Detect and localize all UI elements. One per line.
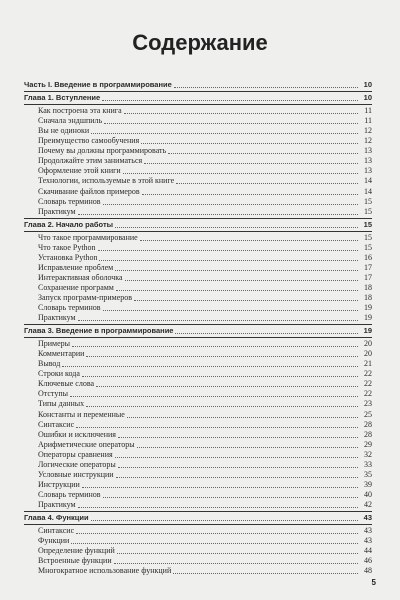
toc-section-row — [24, 293, 372, 303]
toc-section-label: Условные инструкции — [38, 469, 114, 479]
toc-section-page: 18 — [364, 292, 372, 302]
toc-section-row — [24, 470, 372, 480]
toc-chapter-row — [24, 513, 372, 523]
chapter-rule — [24, 91, 372, 92]
toc-section-row — [24, 303, 372, 313]
toc-section-page: 15 — [364, 206, 372, 216]
toc-section-page: 13 — [364, 166, 372, 176]
toc-section-label: Функции — [38, 536, 70, 546]
toc-section-page: 13 — [364, 146, 372, 156]
toc-section-row — [24, 490, 372, 500]
toc-section-row — [24, 536, 372, 546]
toc-section-page: 35 — [364, 469, 372, 479]
toc-section-row — [24, 460, 372, 470]
toc-section-page: 21 — [364, 359, 372, 369]
toc-leader-dots — [71, 542, 358, 544]
toc-section-row — [24, 450, 372, 460]
toc-leader-dots — [115, 269, 358, 271]
toc-section-label: Практикум — [38, 499, 76, 509]
toc-section-page: 33 — [364, 459, 372, 469]
toc-leader-dots — [173, 572, 358, 574]
toc-section-page: 15 — [364, 196, 372, 206]
toc-leader-dots — [134, 299, 358, 301]
toc-section-row — [24, 263, 372, 273]
toc-section-page: 20 — [364, 339, 372, 349]
toc-leader-dots — [102, 99, 358, 101]
toc-section-row — [24, 409, 372, 419]
toc-section-page: 28 — [364, 429, 372, 439]
toc-section-page: 25 — [364, 409, 372, 419]
toc-section-label: Вы не одиноки — [38, 126, 90, 136]
toc-leader-dots — [116, 289, 358, 291]
toc-leader-dots — [78, 506, 358, 508]
toc-section-row — [24, 566, 372, 576]
toc-section-row — [24, 186, 372, 196]
toc-chapter-label: Глава 2. Начало работы — [24, 219, 114, 229]
toc-section-row — [24, 369, 372, 379]
toc-section-label: Ключевые слова — [38, 379, 95, 389]
toc-section-row — [24, 500, 372, 510]
toc-section-label: Комментарии — [38, 349, 85, 359]
toc-section-page: 40 — [364, 489, 372, 499]
toc-section-row — [24, 136, 372, 146]
toc-section-page: 12 — [364, 126, 372, 136]
toc-leader-dots — [78, 213, 358, 215]
chapter-rule — [24, 511, 372, 512]
toc-chapter-row — [24, 220, 372, 230]
page-number: 5 — [371, 578, 376, 587]
toc-leader-dots — [125, 279, 358, 281]
toc-section-label: Многократное использование функций — [38, 566, 172, 576]
toc-leader-dots — [174, 86, 358, 88]
toc-leader-dots — [76, 426, 358, 428]
chapter-rule — [24, 218, 372, 219]
chapter-rule — [24, 231, 372, 232]
toc-leader-dots — [124, 112, 358, 114]
toc-leader-dots — [116, 476, 358, 478]
toc-section-row — [24, 359, 372, 369]
chapter-rule — [24, 104, 372, 105]
toc-chapter-page: 10 — [363, 93, 372, 103]
toc-section-page: 11 — [364, 116, 372, 126]
toc-section-row — [24, 480, 372, 490]
toc-section-page: 14 — [364, 176, 372, 186]
toc-section-label: Оформление этой книги — [38, 166, 121, 176]
toc-leader-dots — [168, 152, 358, 154]
toc-section-label: Технологии, используемые в этой книге — [38, 176, 175, 186]
chapter-rule — [24, 337, 372, 338]
toc-section-row — [24, 106, 372, 116]
toc-section-page: 32 — [364, 449, 372, 459]
toc-section-row — [24, 546, 372, 556]
table-of-contents — [24, 80, 372, 576]
toc-section-row — [24, 313, 372, 323]
toc-leader-dots — [118, 436, 358, 438]
toc-leader-dots — [86, 355, 358, 357]
toc-section-label: Сохранение программ — [38, 282, 114, 292]
toc-chapter-label: Глава 1. Вступление — [24, 93, 101, 103]
toc-chapter-row — [24, 93, 372, 103]
toc-section-row — [24, 207, 372, 217]
toc-section-page: 22 — [364, 379, 372, 389]
toc-leader-dots — [144, 162, 358, 164]
toc-section-label: Преимущество самообучения — [38, 136, 140, 146]
toc-leader-dots — [98, 249, 358, 251]
toc-section-row — [24, 389, 372, 399]
toc-section-page: 17 — [364, 272, 372, 282]
toc-section-label: Отступы — [38, 389, 68, 399]
toc-section-row — [24, 233, 372, 243]
toc-section-row — [24, 379, 372, 389]
toc-section-row — [24, 399, 372, 409]
toc-section-label: Операторы сравнения — [38, 449, 113, 459]
toc-section-label: Логические операторы — [38, 459, 116, 469]
toc-section-row — [24, 156, 372, 166]
toc-section-row — [24, 430, 372, 440]
toc-leader-dots — [123, 172, 358, 174]
toc-section-label: Установка Python — [38, 252, 98, 262]
toc-leader-dots — [118, 466, 358, 468]
toc-section-row — [24, 166, 372, 176]
toc-section-page: 11 — [364, 106, 372, 116]
toc-leader-dots — [117, 552, 358, 554]
toc-section-label: Скачивание файлов примеров — [38, 186, 140, 196]
toc-leader-dots — [62, 365, 358, 367]
toc-leader-dots — [115, 456, 358, 458]
toc-section-page: 46 — [364, 556, 372, 566]
toc-section-page: 42 — [364, 499, 372, 509]
toc-section-row — [24, 556, 372, 566]
toc-section-page: 19 — [364, 313, 372, 323]
toc-part-row — [24, 80, 372, 90]
toc-chapter-row — [24, 326, 372, 336]
toc-leader-dots — [72, 345, 358, 347]
toc-section-page: 29 — [364, 439, 372, 449]
toc-part-page: 10 — [363, 80, 372, 90]
toc-leader-dots — [141, 142, 358, 144]
toc-chapter-page: 19 — [363, 326, 372, 336]
toc-section-page: 44 — [364, 546, 372, 556]
toc-leader-dots — [137, 446, 358, 448]
toc-section-row — [24, 339, 372, 349]
toc-leader-dots — [114, 562, 358, 564]
toc-section-page: 39 — [364, 479, 372, 489]
toc-leader-dots — [82, 375, 358, 377]
toc-leader-dots — [86, 405, 358, 407]
toc-section-label: Строки кода — [38, 369, 80, 379]
toc-section-row — [24, 349, 372, 359]
toc-section-label: Что такое программирование — [38, 232, 138, 242]
toc-section-page: 20 — [364, 349, 372, 359]
toc-section-page: 22 — [364, 389, 372, 399]
toc-section-label: Сначала эндшпиль — [38, 116, 103, 126]
toc-section-label: Как построена эта книга — [38, 106, 122, 116]
toc-leader-dots — [103, 309, 358, 311]
toc-leader-dots — [70, 395, 358, 397]
toc-section-row — [24, 146, 372, 156]
toc-section-row — [24, 440, 372, 450]
toc-section-page: 18 — [364, 282, 372, 292]
toc-section-page: 17 — [364, 262, 372, 272]
toc-section-page: 48 — [364, 566, 372, 576]
toc-section-label: Определение функций — [38, 546, 115, 556]
toc-section-label: Интерактивная оболочка — [38, 272, 123, 282]
toc-chapter-label: Глава 4. Функции — [24, 512, 89, 522]
toc-section-label: Типы данных — [38, 399, 85, 409]
toc-section-page: 16 — [364, 252, 372, 262]
toc-leader-dots — [103, 496, 358, 498]
toc-leader-dots — [104, 122, 358, 124]
toc-section-label: Встроенные функции — [38, 556, 112, 566]
toc-section-page: 22 — [364, 369, 372, 379]
toc-section-label: Словарь терминов — [38, 196, 101, 206]
toc-section-page: 23 — [364, 399, 372, 409]
toc-section-label: Примеры — [38, 339, 71, 349]
toc-chapter-label: Глава 3. Введение в программирование — [24, 326, 174, 336]
toc-section-row — [24, 176, 372, 186]
toc-section-row — [24, 126, 372, 136]
toc-part-label: Часть I. Введение в программирование — [24, 80, 172, 90]
toc-leader-dots — [176, 182, 358, 184]
toc-leader-dots — [115, 226, 358, 228]
toc-leader-dots — [142, 193, 358, 195]
toc-section-row — [24, 116, 372, 126]
toc-section-label: Запуск программ-примеров — [38, 292, 133, 302]
toc-leader-dots — [76, 532, 358, 534]
toc-section-label: Ошибки и исключения — [38, 429, 116, 439]
toc-section-label: Арифметические операторы — [38, 439, 135, 449]
toc-section-page: 13 — [364, 156, 372, 166]
toc-leader-dots — [82, 486, 358, 488]
toc-leader-dots — [96, 385, 358, 387]
toc-section-label: Словарь терминов — [38, 489, 101, 499]
toc-leader-dots — [91, 519, 358, 521]
toc-leader-dots — [103, 203, 358, 205]
toc-section-row — [24, 253, 372, 263]
chapter-rule — [24, 524, 372, 525]
toc-section-page: 14 — [364, 186, 372, 196]
toc-section-label: Что такое Python — [38, 242, 96, 252]
toc-section-label: Продолжайте этим заниматься — [38, 156, 143, 166]
toc-section-page: 43 — [364, 536, 372, 546]
toc-section-row — [24, 526, 372, 536]
toc-leader-dots — [99, 259, 358, 261]
toc-leader-dots — [91, 132, 358, 134]
toc-leader-dots — [140, 239, 358, 241]
toc-section-row — [24, 283, 372, 293]
toc-section-page: 43 — [364, 526, 372, 536]
toc-section-label: Почему вы должны программировать — [38, 146, 167, 156]
toc-leader-dots — [127, 416, 358, 418]
toc-section-row — [24, 420, 372, 430]
toc-section-label: Словарь терминов — [38, 303, 101, 313]
toc-chapter-page: 15 — [363, 219, 372, 229]
toc-section-label: Синтаксис — [38, 526, 75, 536]
toc-leader-dots — [78, 319, 358, 321]
toc-section-page: 12 — [364, 136, 372, 146]
toc-section-label: Синтаксис — [38, 419, 75, 429]
chapter-rule — [24, 324, 372, 325]
toc-leader-dots — [175, 332, 358, 334]
toc-section-row — [24, 197, 372, 207]
page-title: Содержание — [132, 30, 268, 55]
toc-section-label: Инструкции — [38, 479, 80, 489]
toc-section-row — [24, 273, 372, 283]
toc-section-row — [24, 243, 372, 253]
toc-section-label: Практикум — [38, 206, 76, 216]
toc-section-label: Практикум — [38, 313, 76, 323]
toc-section-label: Исправление проблем — [38, 262, 114, 272]
toc-chapter-page: 43 — [363, 512, 372, 522]
toc-section-page: 19 — [364, 303, 372, 313]
toc-section-page: 28 — [364, 419, 372, 429]
toc-section-page: 15 — [364, 232, 372, 242]
toc-section-label: Константы и переменные — [38, 409, 125, 419]
toc-section-label: Вывод — [38, 359, 61, 369]
toc-section-page: 15 — [364, 242, 372, 252]
